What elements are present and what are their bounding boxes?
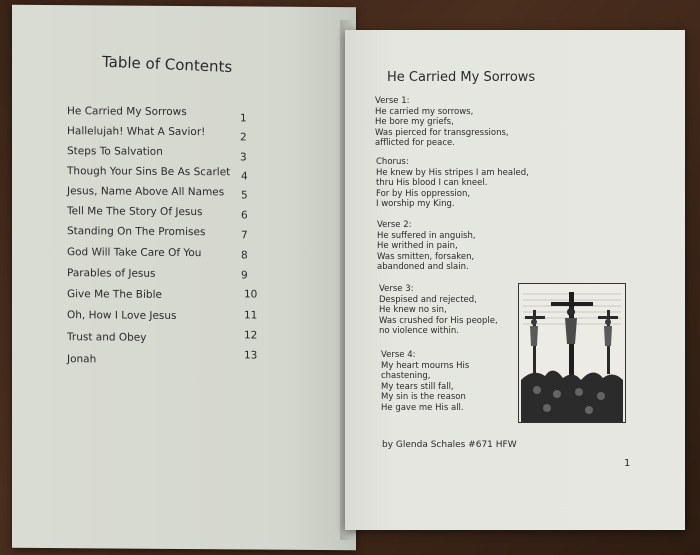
toc-item: Oh, How I Love Jesus — [67, 309, 177, 322]
toc-item: Steps To Salvation — [67, 145, 163, 158]
toc-item: Parables of Jesus — [67, 267, 156, 280]
crucifixion-engraving-icon — [519, 284, 625, 422]
lyric-line: He bore my griefs, — [375, 117, 454, 128]
lyric-line: afflicted for peace. — [375, 138, 455, 149]
toc-page-number: 4 — [241, 170, 248, 183]
verse-heading: Verse 1: — [375, 96, 410, 106]
verse-2 — [377, 220, 476, 273]
toc-page-number: 1 — [240, 112, 247, 125]
toc-page-number: 8 — [241, 249, 248, 262]
lyric-line: My heart mourns His — [381, 360, 470, 371]
lyric-line: I worship my King. — [376, 199, 455, 210]
left-page — [12, 5, 356, 550]
author-byline: by Glenda Schales #671 HFW — [382, 440, 517, 450]
lyric-line: He knew no sin, — [379, 305, 447, 316]
toc-item: God Will Take Care Of You — [67, 246, 202, 260]
lyric-line: He writhed in pain, — [377, 241, 458, 252]
lyric-line: Despised and rejected, — [379, 294, 477, 305]
toc-page-number: 12 — [244, 329, 258, 342]
toc-item: Hallelujah! What A Savior! — [67, 125, 206, 139]
lyric-line: abandoned and slain. — [377, 262, 469, 273]
toc-item: Jesus, Name Above All Names — [67, 185, 225, 199]
lyric-line: For by His oppression, — [376, 188, 471, 199]
toc-item: Trust and Obey — [67, 331, 147, 344]
lyric-line: no violence within. — [379, 326, 459, 337]
verse-3 — [379, 284, 498, 337]
lyric-line: He suffered in anguish, — [377, 230, 476, 241]
toc-page-number: 2 — [240, 131, 247, 144]
verse-1 — [375, 96, 509, 149]
toc-page-number: 13 — [244, 349, 258, 362]
lyric-line: My tears still fall, — [381, 381, 454, 392]
verse-heading: Chorus: — [376, 157, 409, 167]
lyric-line: He knew by His stripes I am healed, — [376, 167, 529, 178]
lyric-line: chastening, — [381, 371, 431, 382]
toc-page-number: 5 — [241, 189, 248, 202]
lyric-line: thru His blood I can kneel. — [376, 178, 488, 189]
verse-heading: Verse 3: — [379, 284, 414, 294]
crucifixion-engraving-illustration — [518, 283, 626, 423]
toc-page-number: 11 — [244, 309, 258, 322]
chorus — [376, 157, 529, 210]
lyric-line: Was pierced for transgressions, — [375, 127, 509, 138]
lyric-line: He gave me His all. — [381, 402, 464, 413]
toc-item: Jonah — [67, 353, 97, 366]
page-number: 1 — [624, 458, 631, 469]
lyric-line: My sin is the reason — [381, 392, 466, 403]
lyric-line: Was smitten, forsaken, — [377, 251, 475, 262]
lyric-line: He carried my sorrows, — [375, 106, 474, 117]
toc-page-number: 7 — [241, 229, 248, 242]
verse-heading: Verse 4: — [381, 350, 416, 360]
song-title: He Carried My Sorrows — [387, 70, 536, 85]
right-page — [345, 30, 685, 530]
toc-title: Table of Contents — [101, 52, 233, 77]
verse-heading: Verse 2: — [377, 220, 412, 230]
lyric-line: Was crushed for His people, — [379, 315, 498, 326]
toc-item: Standing On The Promises — [67, 225, 206, 239]
toc-page-number: 3 — [240, 151, 247, 164]
toc-item: He Carried My Sorrows — [67, 105, 187, 119]
toc-item: Give Me The Bible — [67, 288, 162, 301]
toc-page-number: 6 — [241, 209, 248, 222]
toc-page-number: 10 — [244, 288, 258, 301]
toc-item: Tell Me The Story Of Jesus — [67, 205, 203, 219]
verse-4 — [381, 350, 469, 414]
toc-page-number: 9 — [241, 269, 248, 282]
toc-item: Though Your Sins Be As Scarlet — [67, 165, 231, 179]
